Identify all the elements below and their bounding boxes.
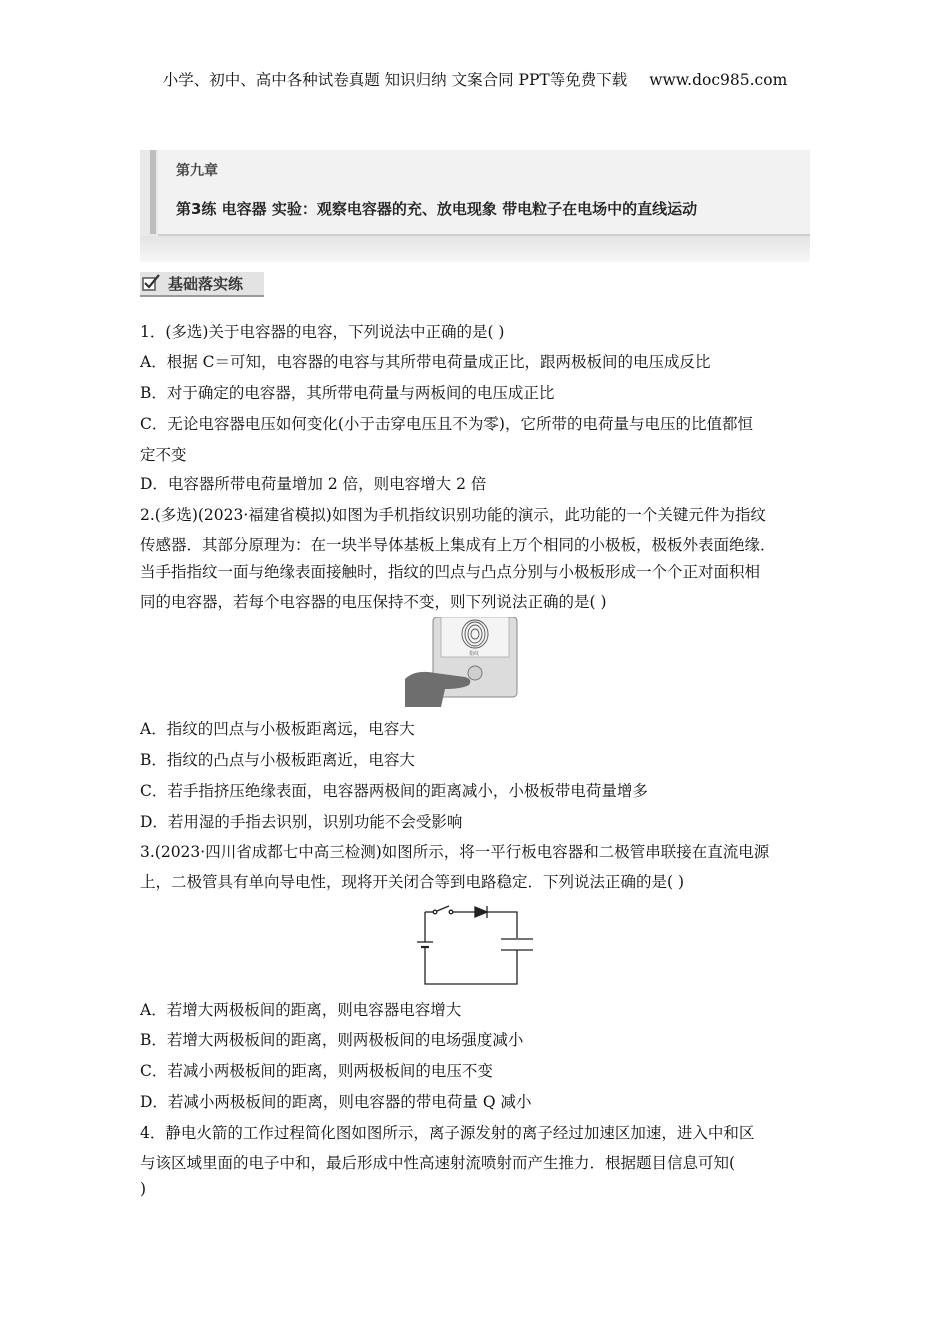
- section-title: 基础落实练: [168, 275, 244, 293]
- q2-option-d[interactable]: D．若用湿的手指去识别，识别功能不会受影响: [140, 813, 463, 831]
- circuit-wire: [425, 952, 517, 984]
- section-heading: [140, 272, 264, 297]
- q1-option-b[interactable]: B．对于确定的电容器，其所带电荷量与两板间的电压成正比: [140, 384, 555, 402]
- switch-icon: [425, 906, 475, 914]
- q1-option-c[interactable]: C．无论电容器电压如何变化(小于击穿电压且不为零)，它所带的电荷量与电压的比值都恒: [140, 415, 753, 433]
- q1-stem: 1．(多选)关于电容器的电容，下列说法中正确的是( ): [140, 323, 505, 341]
- circuit-diagram: [413, 900, 538, 988]
- banner-panel: [158, 150, 810, 236]
- fingerprint-phone-figure: [405, 617, 519, 707]
- capacitor-icon: [501, 939, 533, 952]
- q4-stem-line: ): [140, 1180, 147, 1198]
- q2-stem-line: 传感器．其部分原理为：在一块半导体基板上集成有上万个相同的小极板，极板外表面绝缘．: [140, 536, 776, 554]
- diode-icon: [475, 906, 517, 938]
- q2-option-c[interactable]: C．若手指挤压绝缘表面，电容器两极间的距离减小，小极板带电荷量增多: [140, 782, 648, 800]
- header-site-text: 小学、初中、高中各种试卷真题 知识归纳 文案合同 PPT等免费下载: [162, 71, 628, 89]
- q3-option-b[interactable]: B．若增大两极板间的距离，则两极板间的电场强度减小: [140, 1031, 524, 1049]
- q4-stem-line: 与该区域里面的电子中和，最后形成中性高速射流喷射而产生推力．根据题目信息可知(: [140, 1154, 736, 1172]
- q3-stem-line: 上，二极管具有单向导电性，现将开关闭合等到电路稳定．下列说法正确的是( ): [140, 873, 685, 891]
- q4-stem-line: 4．静电火箭的工作过程简化图如图所示，离子源发射的离子经过加速区加速，进入中和区: [140, 1124, 755, 1142]
- lesson-title: 第3练 电容器 实验：观察电容器的充、放电现象 带电粒子在电场中的直线运动: [176, 200, 698, 218]
- header-url[interactable]: www.doc985.com: [649, 71, 788, 89]
- phone-screen-label: 指纹: [469, 651, 480, 657]
- q1-option-a[interactable]: A．根据 C＝可知，电容器的电容与其所带电荷量成正比，跟两极板间的电压成反比: [140, 353, 711, 371]
- chapter-banner: [140, 150, 810, 262]
- checkmark-icon: [142, 274, 160, 292]
- q3-stem-line: 3.(2023·四川省成都七中高三检测)如图所示，将一平行板电容器和二极管串联接在直流电源: [140, 843, 770, 861]
- q2-stem-line: 当手指指纹一面与绝缘表面接触时，指纹的凹点与凸点分别与小极板形成一个个正对面积相: [140, 563, 761, 581]
- q1-option-d[interactable]: D．电容器所带电荷量增加 2 倍，则电容增大 2 倍: [140, 475, 487, 493]
- battery-icon: [417, 942, 433, 952]
- q2-stem-line: 2.(多选)(2023·福建省模拟)如图为手机指纹识别功能的演示，此功能的一个关键元件为指纹: [140, 506, 766, 524]
- q2-option-a[interactable]: A．指纹的凹点与小极板距离远，电容大: [140, 720, 415, 738]
- q2-option-b[interactable]: B．指纹的凸点与小极板距离近，电容大: [140, 751, 415, 769]
- banner-shadow: [140, 236, 810, 262]
- q1-option-c-cont[interactable]: 定不变: [140, 446, 187, 464]
- q3-option-d[interactable]: D．若减小两极板间的距离，则电容器的带电荷量 Q 减小: [140, 1093, 532, 1111]
- chapter-title: 第九章: [176, 163, 218, 179]
- q2-stem-line: 同的电容器，若每个电容器的电压保持不变，则下列说法正确的是( ): [140, 593, 607, 611]
- home-button-icon: [468, 666, 482, 680]
- banner-accent-bar: [150, 150, 156, 234]
- q3-option-c[interactable]: C．若减小两极板间的距离，则两极板间的电压不变: [140, 1062, 493, 1080]
- page-header: [0, 68, 950, 90]
- q3-option-a[interactable]: A．若增大两极板间的距离，则电容器电容增大: [140, 1001, 462, 1019]
